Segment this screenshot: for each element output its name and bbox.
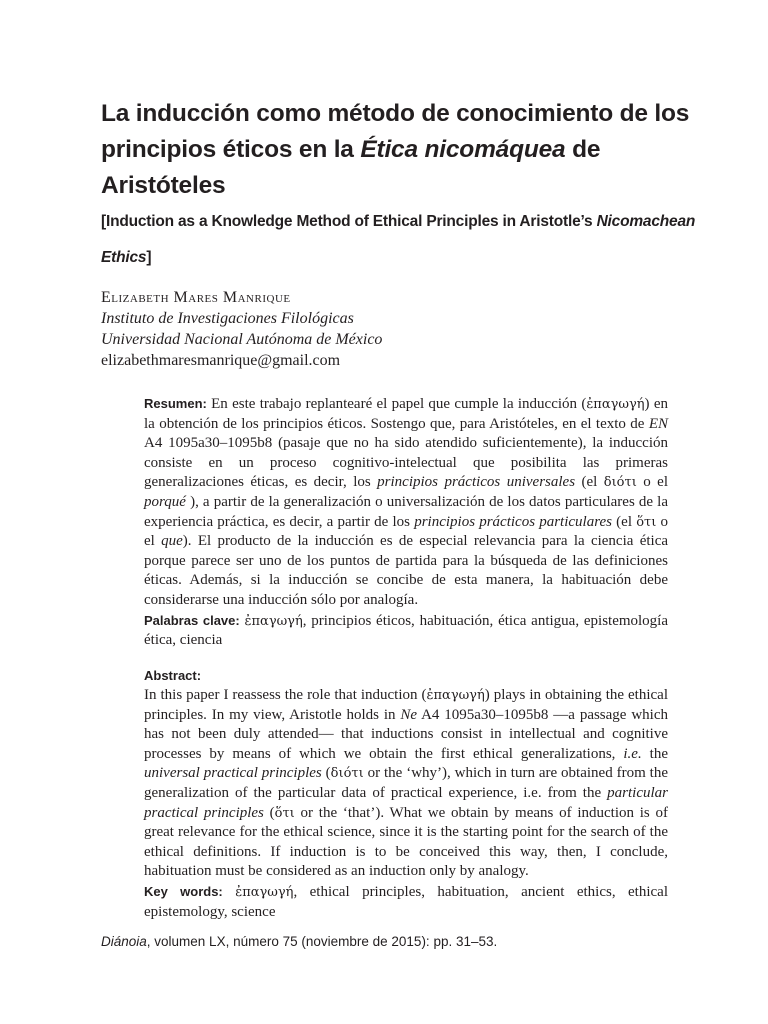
abstract-text: A4 1095a30–1095b8 —a passage which has not been duly attended— that inductions consist in intellectual and cognitive processes by means of which we obtain the first ethical generalizations, [144, 706, 668, 762]
palabras-clave [144, 611, 668, 651]
resumen-section [144, 394, 668, 651]
keywords-label: Key words: [144, 883, 223, 899]
title-text-end: de Aristóteles [101, 136, 601, 199]
subtitle-text-end: ] [146, 249, 152, 266]
title-text: La inducción como método de conocimiento de los principios éticos en la [101, 100, 690, 163]
key-words [144, 882, 668, 922]
journal-name: Diánoia [101, 934, 147, 949]
resumen-italic: porqué [144, 493, 186, 510]
resumen-italic: EN [648, 415, 668, 432]
greek-term: ὅτι [636, 514, 657, 530]
abstract-italic: universal practical principles [144, 765, 322, 782]
abstract-text: ( [321, 765, 331, 782]
palabras-text: , principios éticos, habituación, ética antigua, epistemología ética, ciencia [144, 612, 669, 649]
resumen-text: A4 1095a30–1095b8 (pasaje que no ha sido atendido suficientemente), la inducción consiste en un proceso cognitivo-intelectual que posibilita las primeras generalizaciones éticas, es decir, los [144, 435, 668, 491]
author-block [101, 287, 701, 371]
subtitle-text: [Induction as a Knowledge Method of Ethical Principles in Aristotle’s [101, 213, 597, 230]
author-email: elizabethmaresmanrique@gmail.com [101, 352, 341, 369]
abstract-italic: i.e. [623, 745, 642, 762]
resumen-text: ), a partir de la generalización o universalización de los datos particulares de la experiencia práctica, es decir, a partir de los [144, 493, 668, 530]
resumen-italic: principios prácticos universales [377, 474, 576, 491]
resumen-text: (el [612, 513, 637, 530]
greek-term: ἐπαγωγή [426, 688, 485, 703]
abstract-text: ( [263, 804, 275, 821]
abstract-section [144, 666, 668, 922]
resumen-paragraph [144, 394, 668, 611]
resumen-text: o el [144, 513, 668, 550]
greek-term: ἐπαγωγή [586, 397, 645, 412]
keywords-text: , ethical principles, habituation, ancient ethics, ethical epistemology, science [144, 883, 668, 920]
author-university: Universidad Nacional Autónoma de México [101, 331, 383, 348]
article-subtitle [101, 204, 701, 276]
resumen-text: En este trabajo replantearé el papel que cumple la inducción ( [206, 396, 587, 412]
abstract-heading: Abstract: [144, 668, 202, 683]
greek-term: ἐπαγωγή [244, 613, 303, 629]
resumen-italic: principios prácticos particulares [414, 513, 612, 530]
resumen-text: (el [575, 474, 604, 491]
abstract-text: ) plays in obtaining the ethical principles. In my view, Aristotle holds in [144, 687, 668, 723]
journal-citation [101, 934, 701, 949]
resumen-text: o el [636, 474, 669, 491]
author-institute: Instituto de Investigaciones Filológicas [101, 310, 354, 327]
abstract-italic: particular practical principles [144, 784, 668, 821]
abstract-text: In this paper I reassess the role that induction ( [144, 687, 427, 703]
citation-details: , volumen LX, número 75 (noviembre de 2015): pp. 31–53. [146, 934, 498, 949]
palabras-label: Palabras clave: [144, 612, 240, 628]
subtitle-italic-text: Nicomachean Ethics [101, 213, 696, 266]
abstract-italic: Ne [400, 706, 418, 723]
resumen-text: ) en la obtención de los principios éticos. Sostengo que, para Aristóteles, en el texto de [144, 396, 668, 432]
greek-term: ὅτι [274, 805, 295, 821]
abstract-text: or the ‘why’), which in turn are obtained from the generalization of the particular data of practical experience, i.e. from the [144, 765, 668, 801]
resumen-text: ). El producto de la inducción es de especial relevancia para la ciencia ética porque parece ser uno de los puntos de partida para la búsqueda de las definiciones éticas. Además, si la inducción se concibe de esta manera, la habituación debe considerarse una inducción sólo por analogía. [144, 533, 669, 608]
article-title [101, 96, 691, 204]
resumen-italic: que [161, 533, 183, 550]
resumen-label: Resumen: [144, 396, 207, 411]
greek-term: διότι [603, 475, 637, 491]
abstract-text: the [641, 745, 668, 762]
title-italic-text: Ética nicomáquea [360, 136, 566, 163]
abstract-paragraph [144, 686, 668, 882]
greek-term: διότι [330, 766, 364, 782]
greek-term: ἐπαγωγή [235, 884, 294, 900]
author-name: Elizabeth Mares Manrique [101, 289, 291, 306]
abstract-text: or the ‘that’). What we obtain by means of induction is of great relevance for the ethical science, since it is the starting point for the search of the ethical definitions. If induction is to be conceived this way, then, I conclude, habituation must be considered as an induction only by analogy. [144, 804, 668, 880]
